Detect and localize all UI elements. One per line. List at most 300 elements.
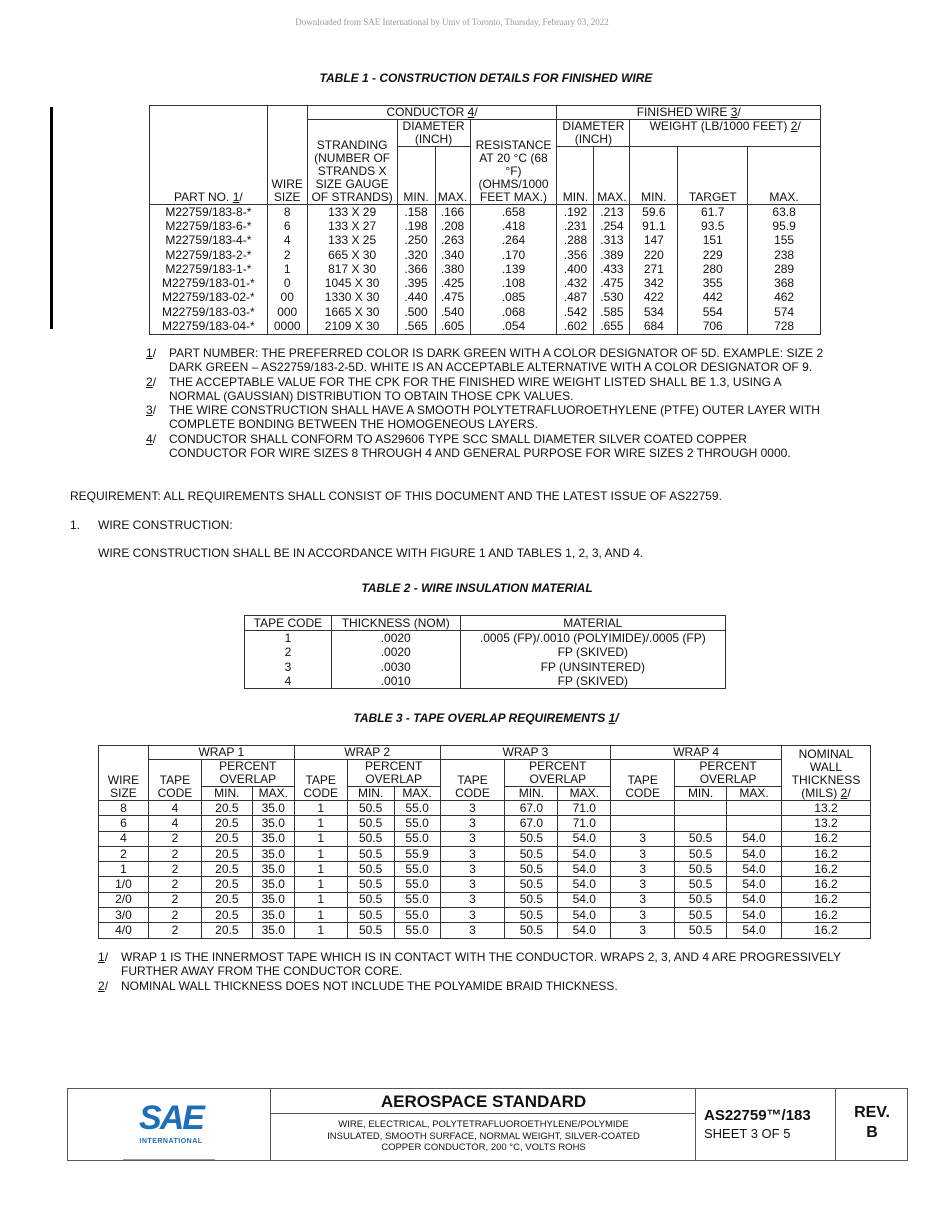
table-cell: 54.0	[558, 846, 611, 861]
table-cell: 442	[678, 291, 748, 305]
table-cell: 1665 X 30	[307, 305, 397, 319]
table-cell: 55.0	[394, 862, 440, 877]
table-row	[150, 262, 821, 276]
table-cell: 1	[294, 831, 347, 846]
table-cell: 534	[630, 305, 678, 319]
table-cell: 1	[245, 631, 332, 646]
table-cell: M22759/183-03-*	[150, 305, 268, 319]
table-cell: 50.5	[505, 892, 558, 907]
table-cell: .585	[594, 305, 630, 319]
table-cell: 50.5	[505, 877, 558, 892]
table-cell: 220	[630, 248, 678, 262]
footnote-number: 1	[98, 950, 105, 964]
table-cell: 1	[294, 862, 347, 877]
table-row	[245, 674, 726, 689]
table-cell: .356	[557, 248, 594, 262]
footnote	[98, 950, 888, 979]
table-cell: .288	[557, 234, 594, 248]
table2-title: TABLE 2 - WIRE INSULATION MATERIAL	[361, 581, 593, 595]
table-cell: 0	[267, 276, 307, 290]
table-cell: 574	[748, 305, 821, 319]
table-cell: 35.0	[252, 816, 294, 831]
table-cell: 50.5	[505, 908, 558, 923]
table-cell: .320	[397, 248, 435, 262]
table-cell: .400	[557, 262, 594, 276]
table-cell: 289	[748, 262, 821, 276]
table-cell: 63.8	[748, 205, 821, 220]
hdr-min: MIN.	[347, 787, 394, 801]
footnote-number: 1	[146, 346, 153, 360]
table-cell: 1	[294, 877, 347, 892]
table-cell: 50.5	[347, 908, 394, 923]
table-cell: .263	[435, 234, 470, 248]
table-cell: 665 X 30	[307, 248, 397, 262]
table-row	[99, 908, 871, 923]
footnote-slash: /	[152, 374, 157, 389]
hdr-tape-code: TAPE CODE	[294, 760, 347, 801]
table-cell: 554	[678, 305, 748, 319]
table-row	[99, 923, 871, 938]
table-cell: 3	[440, 801, 505, 816]
hdr-nominal-wall: NOMINAL WALL THICKNESS (MILS) 2/	[781, 746, 870, 801]
table-cell: 54.0	[727, 862, 782, 877]
table-cell: .475	[594, 276, 630, 290]
table-cell: 2	[99, 846, 149, 861]
footnote-slash: /	[152, 346, 157, 360]
table-cell: 50.5	[675, 877, 727, 892]
footnote-text: CONDUCTOR SHALL CONFORM TO AS29606 TYPE SCC SMALL DIAMETER SILVER COATED COPPER CONDUCTOR FOR WIRE SIZES 8 THROUGH 4 AND GENERAL PURPOSE FOR WIRE SIZES 2 THROUGH 0000.	[169, 431, 791, 461]
table-cell: 50.5	[675, 923, 727, 938]
table-cell: 35.0	[252, 831, 294, 846]
table-cell: 147	[630, 234, 678, 248]
table-cell: .380	[435, 262, 470, 276]
revision-cell	[835, 1089, 908, 1160]
table-cell: .602	[557, 319, 594, 334]
download-notice: Downloaded from SAE International by Univ of Toronto, Thursday, February 03, 2022	[295, 17, 609, 27]
footnote	[146, 375, 826, 404]
table-cell: .313	[594, 234, 630, 248]
table-cell: 3	[440, 908, 505, 923]
section-text: WIRE CONSTRUCTION SHALL BE IN ACCORDANCE WITH FIGURE 1 AND TABLES 1, 2, 3, AND 4.	[98, 546, 644, 560]
hdr-tape-code: TAPE CODE	[245, 616, 332, 631]
table-cell: 2	[148, 923, 201, 938]
table-cell: M22759/183-01-*	[150, 276, 268, 290]
hdr-min: MIN.	[675, 787, 727, 801]
table-cell: 4/0	[99, 923, 149, 938]
hdr-max: MAX.	[594, 147, 630, 205]
table-cell	[675, 816, 727, 831]
table-cell: 55.0	[394, 801, 440, 816]
hdr-wrap-3: WRAP 3	[440, 746, 611, 760]
table-cell: 133 X 29	[307, 205, 397, 220]
sae-logo	[136, 1099, 206, 1145]
table-cell: 54.0	[558, 923, 611, 938]
table-cell: .0010	[331, 674, 460, 689]
hdr-stranding: STRANDING (NUMBER OF STRANDS X SIZE GAUGE OF STRANDS)	[307, 120, 397, 205]
table-cell: .170	[470, 248, 557, 262]
table-cell: 2	[148, 877, 201, 892]
table-cell: 20.5	[201, 908, 252, 923]
table-cell: 355	[678, 276, 748, 290]
table-cell: .530	[594, 291, 630, 305]
table-cell: 20.5	[201, 892, 252, 907]
table-cell: 55.9	[394, 846, 440, 861]
table-cell: 20.5	[201, 846, 252, 861]
table-cell: .0005 (FP)/.0010 (POLYIMIDE)/.0005 (FP)	[460, 631, 725, 646]
table-cell: 000	[267, 305, 307, 319]
table-cell: 462	[748, 291, 821, 305]
table-cell: 817 X 30	[307, 262, 397, 276]
table-cell: 6	[99, 816, 149, 831]
section-heading: WIRE CONSTRUCTION:	[98, 518, 233, 532]
hdr-max: MAX.	[394, 787, 440, 801]
table-cell: 55.0	[394, 816, 440, 831]
table-cell: 3	[440, 846, 505, 861]
footnote-marker	[146, 375, 156, 389]
table-cell: 50.5	[505, 831, 558, 846]
table-cell: FP (SKIVED)	[460, 674, 725, 689]
table-cell: 16.2	[781, 846, 870, 861]
footnote-text: WRAP 1 IS THE INNERMOST TAPE WHICH IS IN CONTACT WITH THE CONDUCTOR. WRAPS 2, 3, AND 4 ARE PROGRESSIVELY FURTHER AWAY FROM THE CONDUCTOR CORE.	[121, 950, 841, 979]
table-cell: 151	[678, 234, 748, 248]
hdr-tape-code: TAPE CODE	[440, 760, 505, 801]
table-cell: 728	[748, 319, 821, 334]
footnote-text: THE WIRE CONSTRUCTION SHALL HAVE A SMOOTH POLYTETRAFLUOROETHYLENE (PTFE) OUTER LAYER WITH COMPLETE BONDING BETWEEN THE HOMOGENEOUS LAYERS.	[169, 403, 820, 432]
table-cell: 4	[245, 674, 332, 689]
table-cell: .254	[594, 219, 630, 233]
table-cell: 133 X 25	[307, 234, 397, 248]
logo-mark: SAE	[139, 1099, 203, 1137]
hdr-part-no: PART NO. 1/	[150, 106, 268, 205]
table-cell: 238	[748, 248, 821, 262]
table-cell: 8	[99, 801, 149, 816]
table-row	[99, 862, 871, 877]
table-cell: 71.0	[558, 801, 611, 816]
table-cell: .213	[594, 205, 630, 220]
table3-notes	[98, 950, 888, 993]
table-cell: 67.0	[505, 801, 558, 816]
table-cell: 20.5	[201, 801, 252, 816]
footnote	[146, 403, 826, 432]
hdr-percent-overlap: PERCENT OVERLAP	[347, 760, 440, 787]
hdr-weight: WEIGHT (LB/1000 FEET) 2/	[630, 120, 821, 147]
table-cell: 1	[99, 862, 149, 877]
table-cell: .158	[397, 205, 435, 220]
table-cell: 271	[630, 262, 678, 276]
table-cell: .264	[470, 234, 557, 248]
footnote	[98, 979, 888, 993]
standard-cell	[270, 1089, 696, 1160]
table-cell: 35.0	[252, 908, 294, 923]
table-cell: 2/0	[99, 892, 149, 907]
table-cell: 54.0	[558, 877, 611, 892]
table-cell: .658	[470, 205, 557, 220]
table-cell: .166	[435, 205, 470, 220]
table-cell: 4	[148, 801, 201, 816]
table-cell: 3	[611, 831, 675, 846]
table-row	[99, 831, 871, 846]
footnote-text: NOMINAL WALL THICKNESS DOES NOT INCLUDE THE POLYAMIDE BRAID THICKNESS.	[121, 978, 618, 993]
table-cell: .440	[397, 291, 435, 305]
table-cell: 50.5	[347, 801, 394, 816]
table-cell: .418	[470, 219, 557, 233]
table-cell: 54.0	[727, 923, 782, 938]
table-cell: 54.0	[727, 846, 782, 861]
table-cell: 50.5	[505, 923, 558, 938]
table-row	[150, 276, 821, 290]
table-cell: 3	[440, 816, 505, 831]
doc-number-cell	[695, 1089, 836, 1160]
insulation-table	[244, 615, 726, 689]
table-cell: .0030	[331, 660, 460, 674]
table-cell: 61.7	[678, 205, 748, 220]
table-cell: 00	[267, 291, 307, 305]
hdr-min: MIN.	[201, 787, 252, 801]
table-cell: 3	[611, 892, 675, 907]
table-cell: 3	[245, 660, 332, 674]
hdr-fin-diameter: DIAMETER (INCH)	[557, 120, 630, 147]
table1-notes	[146, 346, 826, 460]
table-cell: 3	[440, 831, 505, 846]
table-cell: .108	[470, 276, 557, 290]
table-cell: 3	[440, 862, 505, 877]
table-cell: .487	[557, 291, 594, 305]
table-cell: 55.0	[394, 892, 440, 907]
table-cell: 20.5	[201, 816, 252, 831]
table-cell: 20.5	[201, 877, 252, 892]
table-cell: 50.5	[347, 923, 394, 938]
table-cell	[611, 816, 675, 831]
table-cell: 3	[611, 877, 675, 892]
table-cell: 3	[440, 877, 505, 892]
table-cell: 229	[678, 248, 748, 262]
footnote	[146, 432, 826, 461]
construction-table-body	[150, 205, 821, 335]
table-cell: 2	[148, 908, 201, 923]
table-cell: 8	[267, 205, 307, 220]
table-cell: 35.0	[252, 862, 294, 877]
table-row	[150, 248, 821, 262]
table-cell: 3/0	[99, 908, 149, 923]
table-cell: 684	[630, 319, 678, 334]
table-row	[150, 219, 821, 233]
hdr-min: MIN.	[397, 147, 435, 205]
table-cell: .540	[435, 305, 470, 319]
table-cell: M22759/183-6-*	[150, 219, 268, 233]
footnote-slash: /	[152, 431, 157, 446]
footnote-slash: /	[104, 950, 109, 964]
table-cell: 1	[294, 923, 347, 938]
table1-title: TABLE 1 - CONSTRUCTION DETAILS FOR FINISHED WIRE	[319, 71, 653, 85]
table-cell: 54.0	[727, 908, 782, 923]
table-cell: 16.2	[781, 877, 870, 892]
table-cell: 3	[440, 892, 505, 907]
table-cell: 2	[148, 846, 201, 861]
change-bar	[50, 107, 53, 329]
footnote	[146, 346, 826, 375]
table-cell: 50.5	[675, 846, 727, 861]
hdr-wire-size: WIRE SIZE	[99, 746, 149, 801]
hdr-resistance: RESISTANCE AT 20 °C (68 °F) (OHMS/1000 FEET MAX.)	[470, 120, 557, 205]
hdr-wire-size: WIRE SIZE	[267, 106, 307, 205]
table-row	[99, 846, 871, 861]
table-cell: .425	[435, 276, 470, 290]
table-cell: 16.2	[781, 862, 870, 877]
table-cell: 155	[748, 234, 821, 248]
table-cell: 35.0	[252, 892, 294, 907]
footnote-marker	[146, 432, 156, 446]
hdr-max: MAX.	[252, 787, 294, 801]
table-cell: 0000	[267, 319, 307, 334]
table-cell: 50.5	[675, 831, 727, 846]
table-cell: 3	[611, 908, 675, 923]
table-cell: 50.5	[347, 846, 394, 861]
table-cell: 16.2	[781, 923, 870, 938]
construction-table	[149, 105, 821, 335]
rev-value: B	[866, 1124, 878, 1141]
hdr-wrap-2: WRAP 2	[294, 746, 440, 760]
table-cell: 54.0	[727, 831, 782, 846]
footnote-text: THE ACCEPTABLE VALUE FOR THE CPK FOR THE FINISHED WIRE WEIGHT LISTED SHALL BE 1.3, USING A NORMAL (GAUSSIAN) DISTRIBUTION TO OBTAIN THOSE CPK VALUES.	[169, 374, 781, 403]
table-cell: 54.0	[558, 831, 611, 846]
footnote-number: 2	[146, 374, 153, 389]
table-cell: 20.5	[201, 923, 252, 938]
table-cell: .389	[594, 248, 630, 262]
table-cell: 50.5	[347, 816, 394, 831]
table-cell: 20.5	[201, 862, 252, 877]
hdr-percent-overlap: PERCENT OVERLAP	[505, 760, 611, 787]
table-cell: 54.0	[558, 908, 611, 923]
table-cell: .068	[470, 305, 557, 319]
table-row	[99, 892, 871, 907]
footnote-number: 3	[146, 403, 153, 418]
table-cell: .208	[435, 219, 470, 233]
table-cell: .433	[594, 262, 630, 276]
table-row	[150, 234, 821, 248]
hdr-material: MATERIAL	[460, 616, 725, 631]
table-cell: 20.5	[201, 831, 252, 846]
table-row	[99, 816, 871, 831]
table-cell: .605	[435, 319, 470, 334]
table-cell: 2	[148, 831, 201, 846]
table-cell: M22759/183-02-*	[150, 291, 268, 305]
table-cell: .500	[397, 305, 435, 319]
table-cell: 93.5	[678, 219, 748, 233]
table-cell: 1	[294, 908, 347, 923]
table-cell	[727, 816, 782, 831]
table-cell: .655	[594, 319, 630, 334]
table-cell: 50.5	[347, 877, 394, 892]
hdr-cond-diameter: DIAMETER (INCH)	[397, 120, 470, 147]
sheet-number: SHEET 3 OF 5	[704, 1126, 791, 1141]
footnote-marker	[146, 403, 156, 417]
table-cell: 2	[148, 892, 201, 907]
table-cell: 3	[440, 923, 505, 938]
table-row	[245, 660, 726, 674]
table-cell: 55.0	[394, 908, 440, 923]
hdr-percent-overlap: PERCENT OVERLAP	[675, 760, 782, 787]
table-cell: 1045 X 30	[307, 276, 397, 290]
footnote-number: 4	[146, 431, 153, 446]
standard-title: AEROSPACE STANDARD	[271, 1089, 696, 1114]
table-cell: 95.9	[748, 219, 821, 233]
table-cell: M22759/183-4-*	[150, 234, 268, 248]
table-cell: .340	[435, 248, 470, 262]
table-cell: .192	[557, 205, 594, 220]
hdr-conductor: CONDUCTOR 4/	[307, 106, 557, 120]
table-cell: 67.0	[505, 816, 558, 831]
table-cell: FP (SKIVED)	[460, 646, 725, 660]
footnote-marker	[98, 979, 108, 993]
table-cell: 342	[630, 276, 678, 290]
table-cell: 422	[630, 291, 678, 305]
table-cell: 50.5	[675, 908, 727, 923]
table-cell: .231	[557, 219, 594, 233]
logo-rule	[123, 1159, 215, 1160]
table-cell: .565	[397, 319, 435, 334]
table-cell: 55.0	[394, 877, 440, 892]
footnote-number: 2	[98, 978, 105, 993]
table-cell: 3	[611, 923, 675, 938]
table-cell: 55.0	[394, 831, 440, 846]
footnote-text: PART NUMBER: THE PREFERRED COLOR IS DARK GREEN WITH A COLOR DESIGNATOR OF 5D. EXAMPLE: SIZE 2 DARK GREEN – AS22759/183-2-5D. WHITE IS AN ACCEPTABLE ALTERNATIVE WITH A COLOR DESIGNATOR OF 9.	[169, 346, 824, 375]
table-cell: .475	[435, 291, 470, 305]
hdr-wrap-4: WRAP 4	[611, 746, 782, 760]
table-cell: 35.0	[252, 923, 294, 938]
table-cell: 91.1	[630, 219, 678, 233]
table-cell: 13.2	[781, 816, 870, 831]
table-cell: 50.5	[347, 831, 394, 846]
tape-overlap-table	[98, 745, 871, 939]
hdr-tape-code: TAPE CODE	[148, 760, 201, 801]
table-row	[99, 877, 871, 892]
hdr-max: MAX.	[748, 147, 821, 205]
logo-sub: INTERNATIONAL	[139, 1138, 203, 1145]
table-cell	[675, 801, 727, 816]
table-cell: .085	[470, 291, 557, 305]
table-cell: 1	[294, 846, 347, 861]
table-row	[245, 631, 726, 646]
table-cell: 1/0	[99, 877, 149, 892]
table-cell: 1330 X 30	[307, 291, 397, 305]
table-cell: 54.0	[727, 892, 782, 907]
hdr-max: MAX.	[558, 787, 611, 801]
table-cell: 54.0	[558, 862, 611, 877]
table-cell: 368	[748, 276, 821, 290]
table-cell: 71.0	[558, 816, 611, 831]
hdr-target: TARGET	[678, 147, 748, 205]
table-cell: 1	[294, 892, 347, 907]
table-cell: M22759/183-8-*	[150, 205, 268, 220]
table-cell: 13.2	[781, 801, 870, 816]
hdr-percent-overlap: PERCENT OVERLAP	[201, 760, 294, 787]
table-cell: 50.5	[505, 846, 558, 861]
table-cell: .139	[470, 262, 557, 276]
table-cell: 16.2	[781, 892, 870, 907]
requirement-text: REQUIREMENT: ALL REQUIREMENTS SHALL CONSIST OF THIS DOCUMENT AND THE LATEST ISSUE OF AS22759.	[70, 489, 722, 503]
table-cell: 50.5	[347, 892, 394, 907]
table-row	[150, 205, 821, 220]
table-cell: .0020	[331, 646, 460, 660]
table-cell: .366	[397, 262, 435, 276]
table-cell: 50.5	[347, 862, 394, 877]
table-cell: M22759/183-1-*	[150, 262, 268, 276]
table-cell: .395	[397, 276, 435, 290]
footnote-marker	[98, 950, 108, 964]
table-cell	[611, 801, 675, 816]
table-cell: 6	[267, 219, 307, 233]
table-cell: 16.2	[781, 831, 870, 846]
